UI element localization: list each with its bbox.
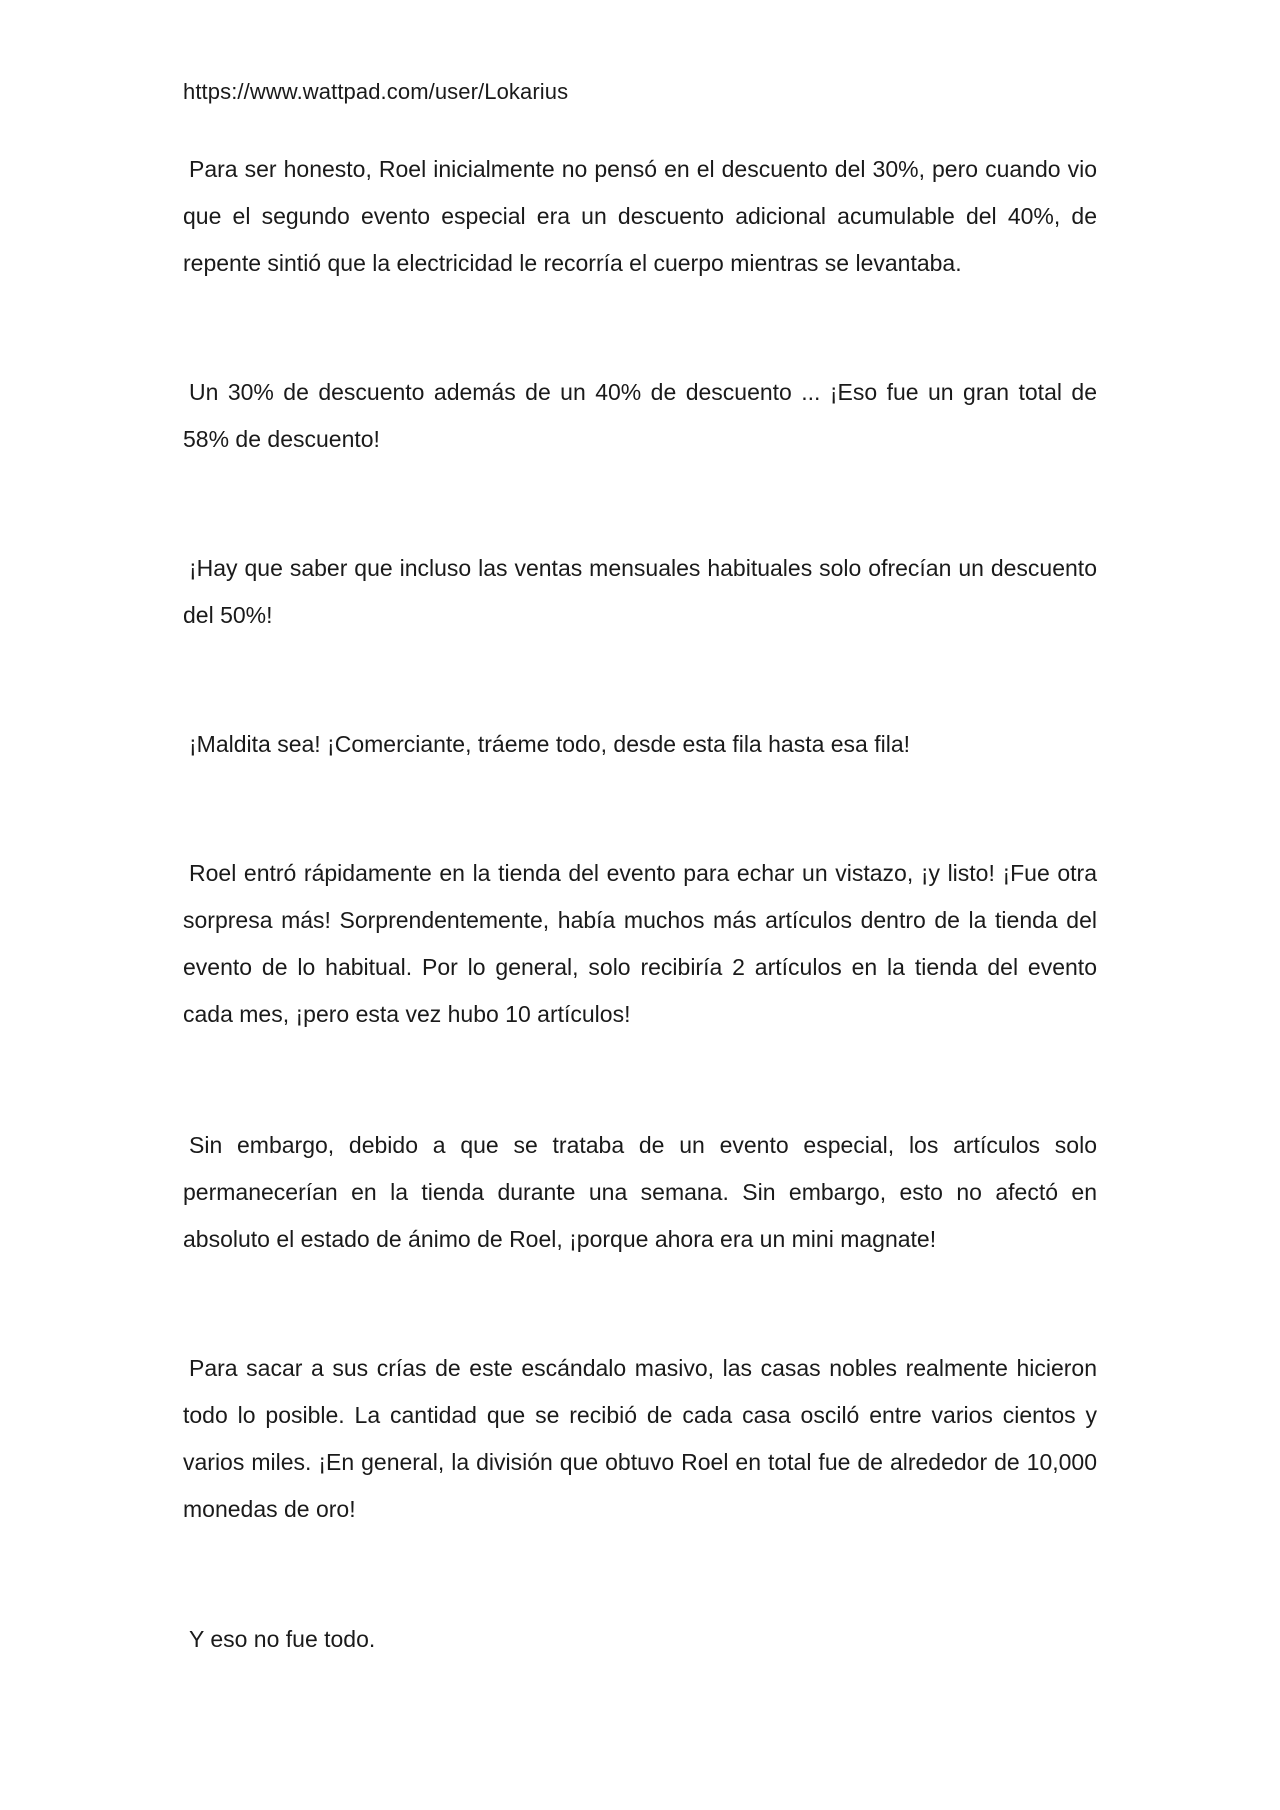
paragraph: Para sacar a sus crías de este escándalo masivo, las casas nobles realmente hicieron todo lo posible. La cantidad que se recibió de cada casa osciló entre varios cientos y varios miles. ¡En general, la división que obtuvo Roel en total fue de alrededor de 10,000 monedas de oro! (183, 1355, 1097, 1522)
paragraph: Sin embargo, debido a que se trataba de un evento especial, los artículos solo permanecerían en la tienda durante una semana. Sin embargo, esto no afectó en absoluto el estado de ánimo de Roel, ¡porque ahora era un mini magnate! (183, 1132, 1097, 1252)
paragraph: ¡Maldita sea! ¡Comerciante, tráeme todo, desde esta fila hasta esa fila! (189, 731, 911, 757)
paragraph: Y eso no fue todo. (189, 1626, 376, 1652)
paragraph: ¡Hay que saber que incluso las ventas mensuales habituales solo ofrecían un descuento del 50%! (183, 555, 1097, 628)
paragraph: Para ser honesto, Roel inicialmente no pensó en el descuento del 30%, pero cuando vio que el segundo evento especial era un descuento adicional acumulable del 40%, de repente sintió que la electricidad le recorría el cuerpo mientras se levantaba. (183, 156, 1097, 276)
header-url: https://www.wattpad.com/user/Lokarius (183, 79, 569, 104)
paragraph: Roel entró rápidamente en la tienda del evento para echar un vistazo, ¡y listo! ¡Fue otra sorpresa más! Sorprendentemente, había muchos más artículos dentro de la tienda del evento de lo habitual. Por lo general, solo recibiría 2 artículos en la tienda del evento cada mes, ¡pero esta vez hubo 10 artículos! (183, 860, 1097, 1027)
paragraph: Un 30% de descuento además de un 40% de descuento ... ¡Eso fue un gran total de 58% de descuento! (183, 379, 1097, 452)
